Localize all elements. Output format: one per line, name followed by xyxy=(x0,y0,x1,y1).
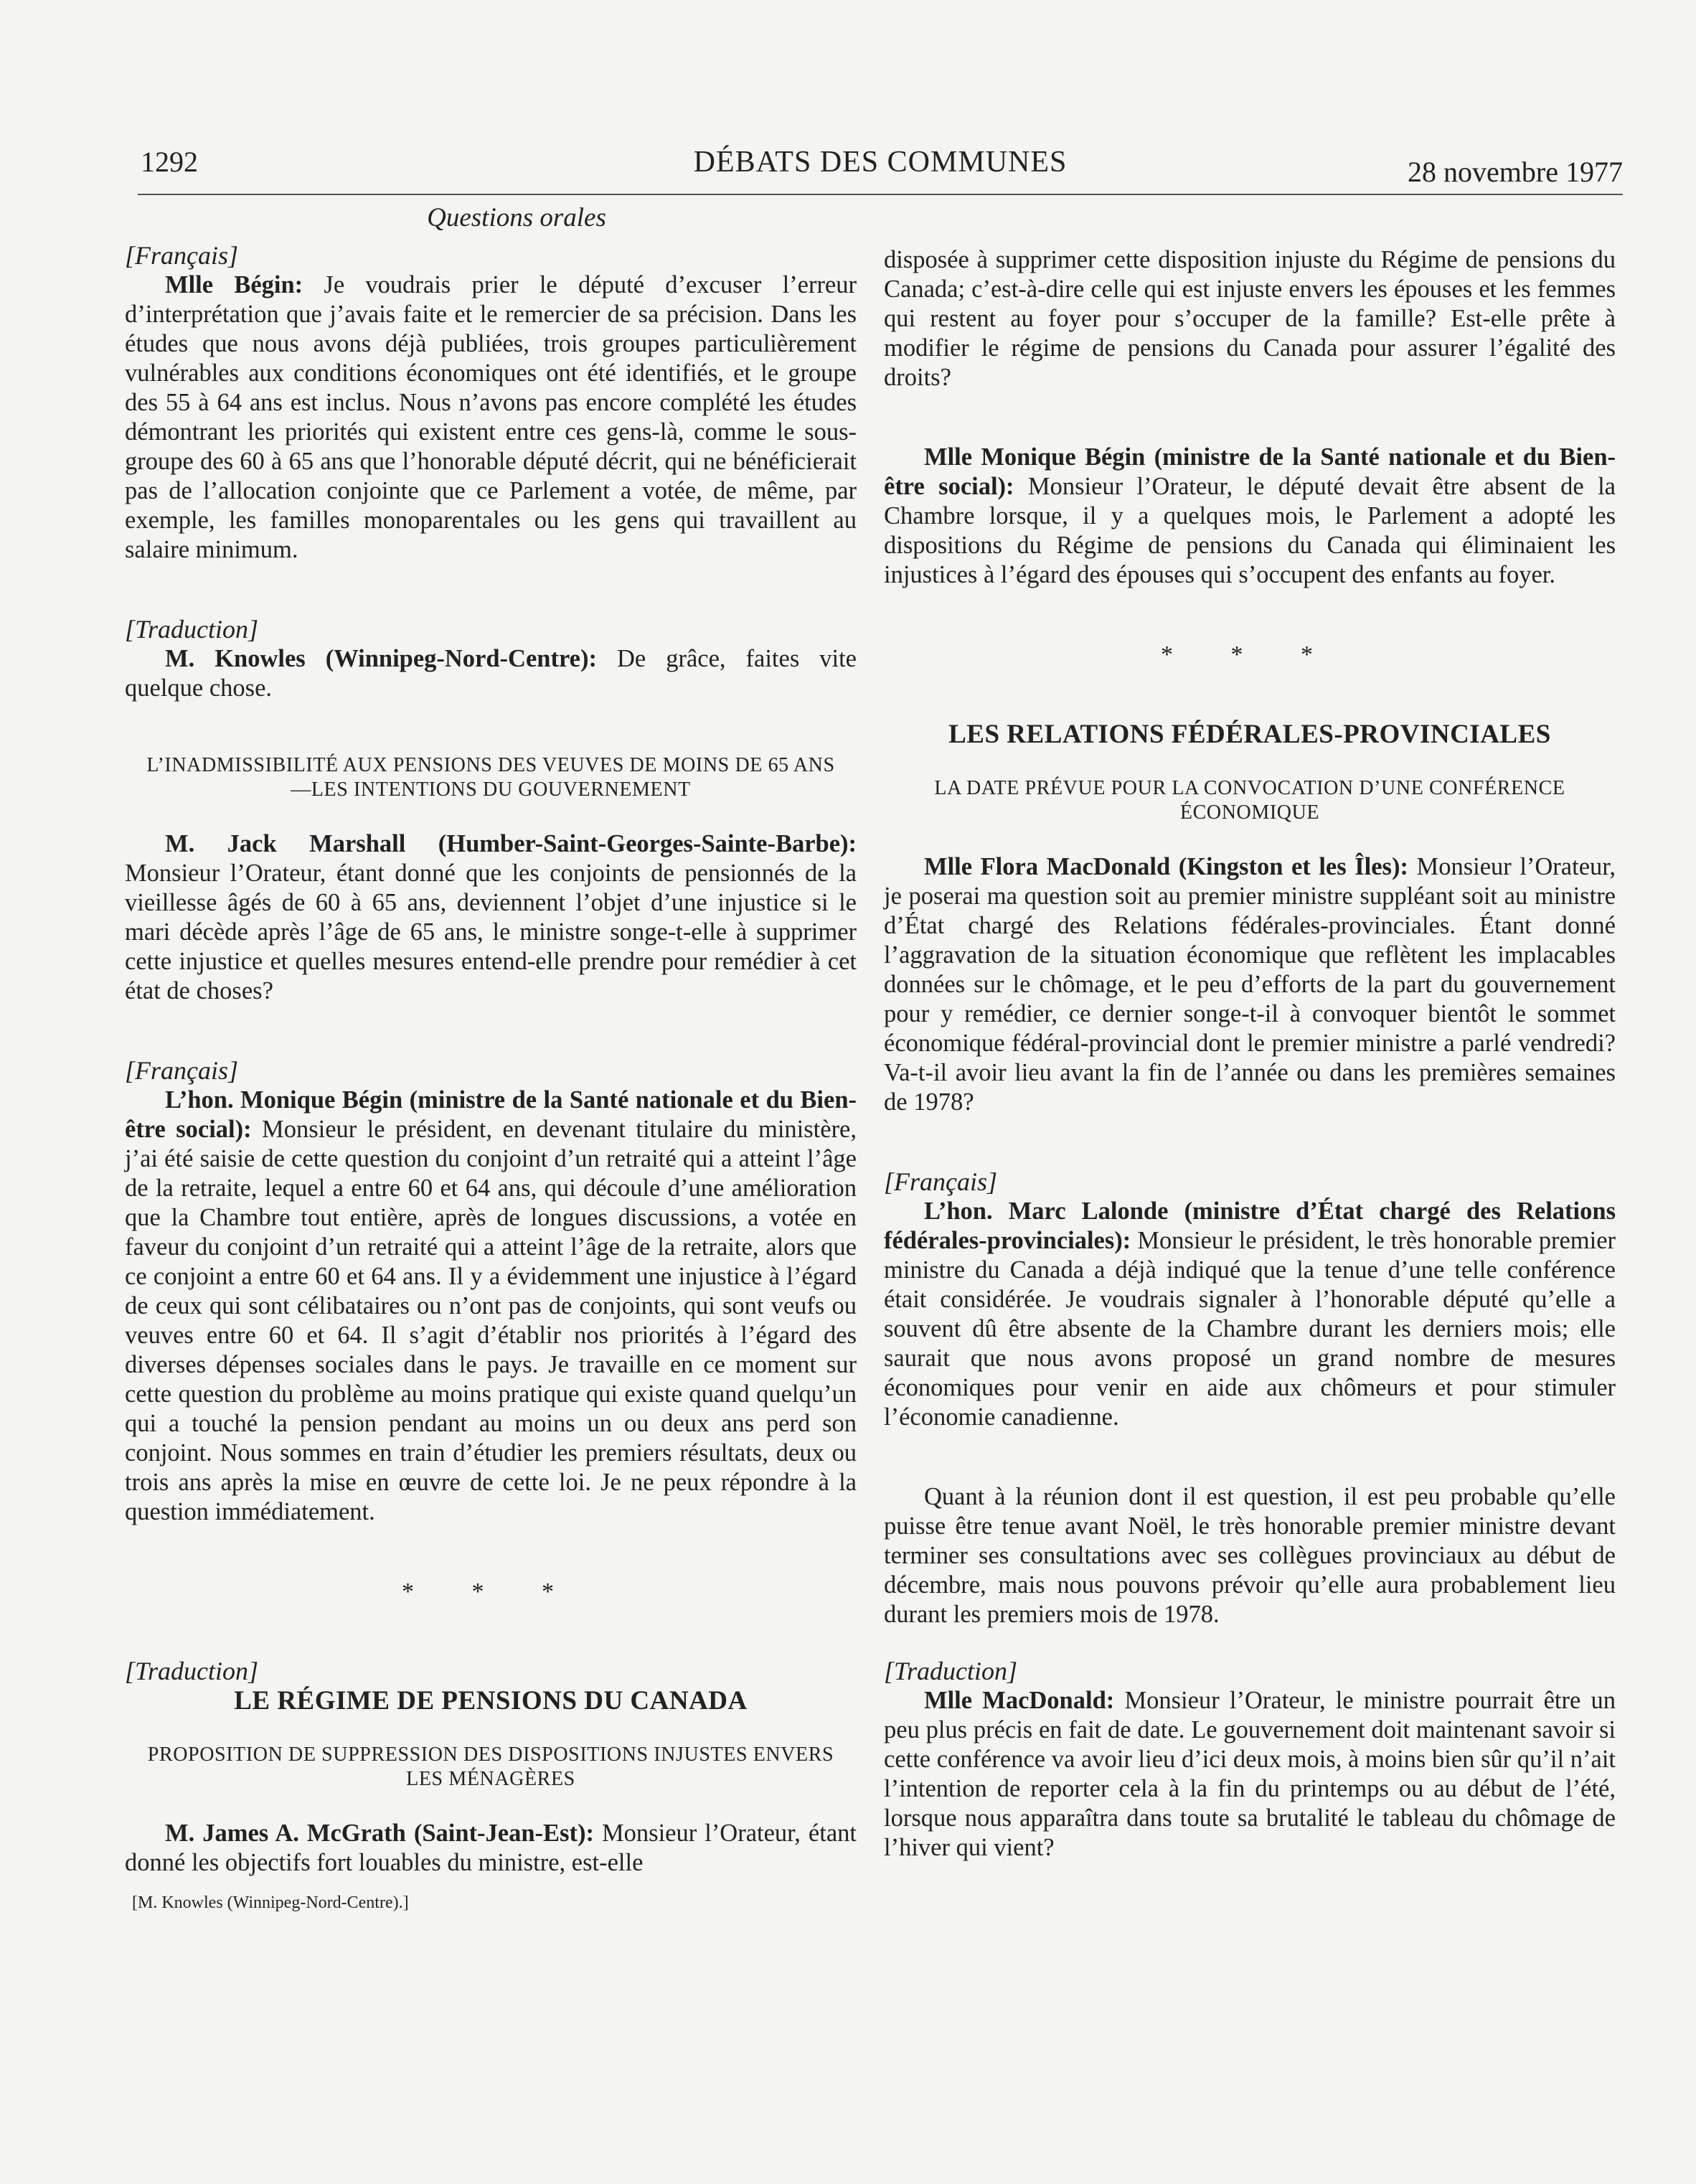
section-separator: * * * xyxy=(1161,641,1339,668)
speech-text: Monsieur l’Orateur, étant donné que les conjoints de pensionnés de la vieillesse âgés de 60 à 65 ans, deviennent l’objet d’une injustice si le mari décède après l’âge de 65 ans, le ministre songe-t-elle à supprimer cette injustice et quelles mesures entend-elle prendre pour remédier à cet état de choses? xyxy=(125,860,857,1004)
speech-mcgrath-continued: disposée à supprimer cette disposition injuste du Régime de pensions du Canada; c’est-à-dire celle qui est injuste envers les épouses et les femmes qui restent au foyer pour s’occuper de la famille? Est-elle prête à modifier le régime de pensions du Canada pour assurer l’égalité des droits? xyxy=(884,246,1616,391)
speech-mcgrath xyxy=(125,1819,857,1878)
section-heading: LES RELATIONS FÉDÉRALES-PROVINCIALES xyxy=(948,720,1551,749)
speech-marshall xyxy=(125,829,857,1006)
running-head: Questions orales xyxy=(427,203,606,232)
speech-text: Je voudrais prier le député d’excuser l’erreur d’interprétation que j’avais faite et le remercier de sa précision. Dans les études que nous avons déjà publiées, trois groupes particulièrement vulnérables aux conditions économiques ont été identifiés, et le groupe des 55 à 64 ans est inclus. Nous n’avons pas encore complété les études démontrant les priorités qui existent entre ces gens-là, comme le sous-groupe des 60 à 65 ans que l’honorable député décrit, qui ne bénéficierait pas de l’allocation conjointe que ce Parlement a votée, de même, par exemple, les familles monoparentales ou les gens qui travaillent au salaire minimum. xyxy=(125,271,857,563)
speaker-name: Mlle Flora MacDonald (Kingston et les Îles): xyxy=(924,853,1408,880)
language-tag: [Français] xyxy=(125,1056,239,1085)
header-date: 28 novembre 1977 xyxy=(1408,156,1623,188)
journal-title: DÉBATS DES COMMUNES xyxy=(693,146,1068,179)
footnote: [M. Knowles (Winnipeg-Nord-Centre).] xyxy=(132,1893,409,1912)
speech-text: Monsieur l’Orateur, je poserai ma question soit au premier ministre suppléant soit au ministre d’État chargé des Relations fédérales-provinciales. Étant donné l’aggravation de la situation économique que reflètent les implacables données sur le chômage, et le peu d’efforts de la part du gouvernement pour y remédier, ce dernier songe-t-il à convoquer bientôt le sommet économique fédéral-provincial dont le premier ministre a parlé vendredi? Va-t-il avoir lieu avant la fin de l’année ou dans les premières semaines de 1978? xyxy=(884,853,1616,1116)
speaker-name: L’hon. Marc Lalonde (ministre d’État chargé des Relations fédérales-provinciales): xyxy=(884,1197,1616,1254)
speech-begin-3 xyxy=(884,443,1616,590)
speaker-name: Mlle Monique Bégin (ministre de la Santé nationale et du Bien-être social): xyxy=(884,443,1616,500)
speech-macdonald-1 xyxy=(884,852,1616,1117)
section-subheading: PROPOSITION DE SUPPRESSION DES DISPOSITIONS INJUSTES ENVERS LES MÉNAGÈRES xyxy=(147,1743,834,1790)
speaker-name: M. Jack Marshall (Humber-Saint-Georges-Sainte-Barbe): xyxy=(165,830,857,857)
speech-text: Monsieur l’Orateur, le député devait être absent de la Chambre lorsque, il y a quelques mois, le Parlement a adopté les dispositions du Régime de pensions du Canada qui éliminaient les injustices à l’égard des épouses qui s’occupent des enfants au foyer. xyxy=(884,473,1616,588)
speech-begin-2 xyxy=(125,1086,857,1527)
speech-text: Monsieur l’Orateur, le ministre pourrait être un peu plus précis en fait de date. Le gouvernement doit maintenant savoir si cette conférence va avoir lieu d’ici deux mois, à moins bien sûr qu’il n’ait l’intention de reporter cela à la fin du printemps ou au début de l’été, lorsque nous apparaîtra dans toute sa brutalité le tableau du chômage de l’hiver qui vient? xyxy=(884,1687,1616,1861)
language-tag: [Traduction] xyxy=(125,615,259,644)
left-column xyxy=(125,241,857,1914)
speech-knowles xyxy=(125,644,857,703)
speaker-name: Mlle Bégin: xyxy=(165,271,303,298)
page-number: 1292 xyxy=(141,146,198,178)
speaker-name: Mlle MacDonald: xyxy=(924,1687,1115,1714)
speech-text: Monsieur le président, en devenant titulaire du ministère, j’ai été saisie de cette question du conjoint d’un retraité qui a atteint l’âge de la retraite, lequel a entre 60 et 64 ans, qui découle d’une amélioration que la Chambre tout entière, après de longues discussions, a votée en faveur du conjoint d’un retraité qui a atteint l’âge de la retraite, alors que ce conjoint a entre 60 et 64 ans. Il y a évidemment une injustice à l’égard de ceux qui sont célibataires ou n’ont pas de conjoints, qui sont veufs ou veuves entre 60 et 64. Il s’agit d’établir nos priorités à l’égard des diverses dépenses sociales dans le pays. Je travaille en ce moment sur cette question du problème au moins pratique qui existe quand quelqu’un qui a touché la pension pendant au moins un ou deux ans perd son conjoint. Nous sommes en train d’étudier les premiers résultats, deux ou trois ans après la mise en œuvre de cette loi. Je ne peux répondre à la question immédiatement. xyxy=(125,1116,857,1525)
page-header xyxy=(138,142,1623,195)
language-tag: [Français] xyxy=(125,241,239,270)
speech-lalonde xyxy=(884,1197,1616,1432)
speech-macdonald-2 xyxy=(884,1686,1616,1863)
section-subheading: LA DATE PRÉVUE POUR LA CONVOCATION D’UNE CONFÉRENCE ÉCONOMIQUE xyxy=(934,777,1565,824)
section-heading: LE RÉGIME DE PENSIONS DU CANADA xyxy=(234,1686,748,1715)
section-separator: * * * xyxy=(402,1578,580,1605)
speech-text: Monsieur l’Orateur, étant donné les objectifs fort louables du ministre, est-elle xyxy=(125,1820,857,1876)
speaker-name: L’hon. Monique Bégin (ministre de la Santé nationale et du Bien-être social): xyxy=(125,1086,857,1143)
speech-lalonde-continued: Quant à la réunion dont il est question, il est peu probable qu’elle puisse être tenue avant Noël, le très honorable premier ministre devant terminer ses consultations avec ses collègues provinciaux au début de décembre, mais nous pouvons prévoir qu’elle aura probablement lieu durant les premiers mois de 1978. xyxy=(884,1483,1616,1628)
right-column xyxy=(884,245,1616,1863)
language-tag: [Traduction] xyxy=(125,1657,259,1685)
speech-begin-1 xyxy=(125,270,857,565)
language-tag: [Traduction] xyxy=(884,1657,1018,1685)
speaker-name: M. James A. McGrath (Saint-Jean-Est): xyxy=(165,1820,594,1847)
language-tag: [Français] xyxy=(884,1167,998,1196)
speaker-name: M. Knowles (Winnipeg-Nord-Centre): xyxy=(165,645,597,672)
speech-text: Monsieur le président, le très honorable premier ministre du Canada a déjà indiqué que la tenue d’une telle conférence était considérée. Je voudrais signaler à l’honorable député qu’elle a souvent dû être absente de la Chambre durant les derniers mois; elle saurait que nous avons proposé un grand nombre de mesures économiques pour venir en aide aux chômeurs et pour stimuler l’économie canadienne. xyxy=(884,1227,1616,1431)
section-subheading: L’INADMISSIBILITÉ AUX PENSIONS DES VEUVES DE MOINS DE 65 ANS—LES INTENTIONS DU GOUVERNEMENT xyxy=(146,754,835,801)
speech-text: De grâce, faites vite quelque chose. xyxy=(125,645,857,702)
